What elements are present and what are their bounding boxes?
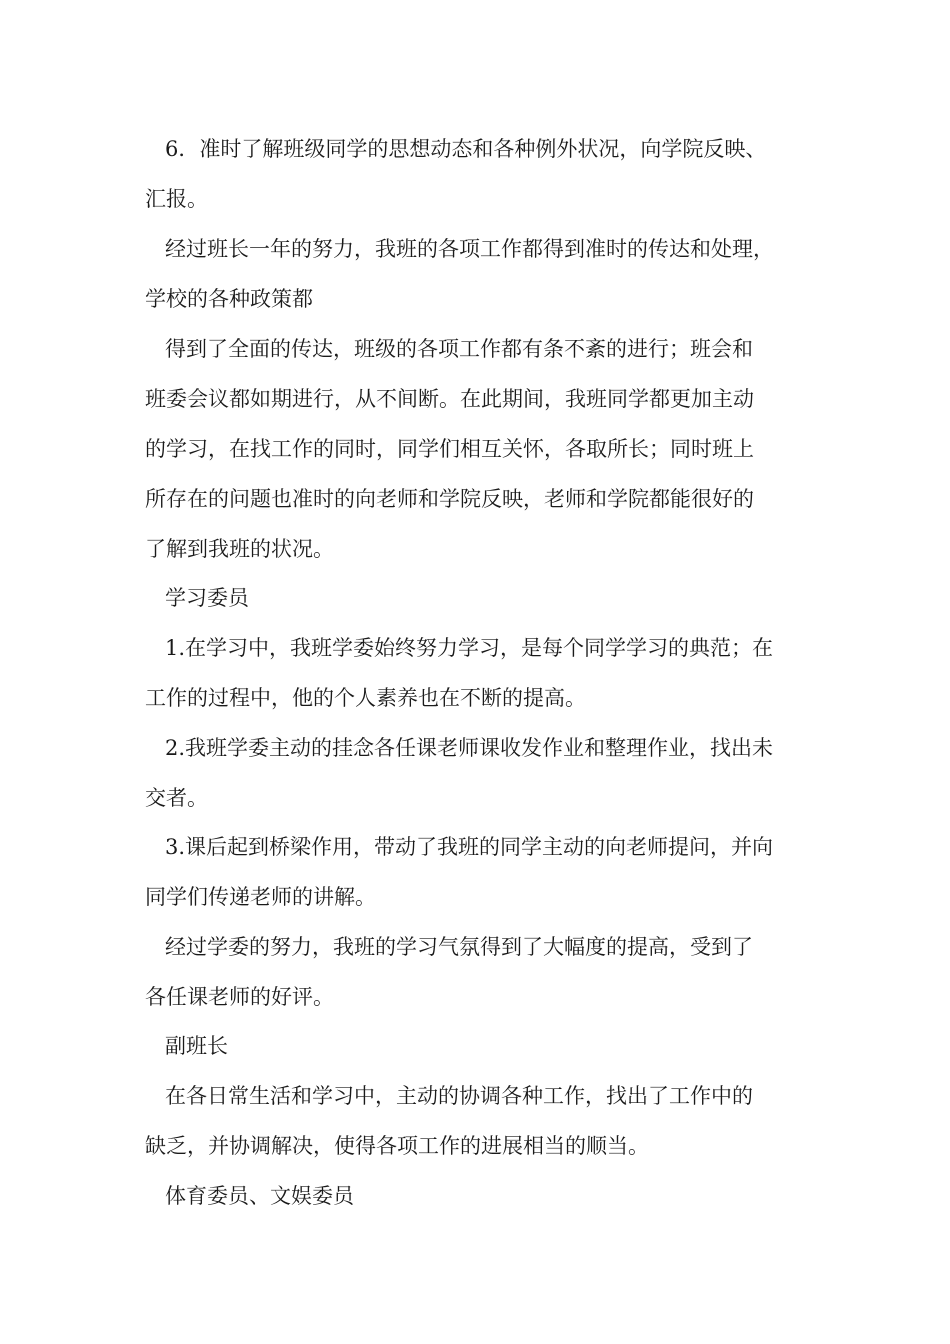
paragraph-line: 缺乏，并协调解决，使得各项工作的进展相当的顺当。 bbox=[145, 1134, 649, 1158]
paragraph-line: 3.课后起到桥梁作用，带动了我班的同学主动的向老师提问，并向 bbox=[165, 835, 774, 859]
paragraph-line: 6．准时了解班级同学的思想动态和各种例外状况，向学院反映、 bbox=[165, 137, 767, 161]
paragraph-line: 各任课老师的好评。 bbox=[145, 985, 334, 1009]
section-heading: 学习委员 bbox=[165, 586, 249, 610]
paragraph-line: 汇报。 bbox=[145, 187, 208, 211]
paragraph-line: 班委会议都如期进行，从不间断。在此期间，我班同学都更加主动 bbox=[145, 387, 754, 411]
paragraph-line: 工作的过程中，他的个人素养也在不断的提高。 bbox=[145, 686, 586, 710]
paragraph-line: 1.在学习中，我班学委始终努力学习，是每个同学学习的典范；在 bbox=[165, 636, 774, 660]
paragraph-line: 交者。 bbox=[145, 786, 208, 810]
paragraph-line: 的学习，在找工作的同时，同学们相互关怀，各取所长；同时班上 bbox=[145, 437, 754, 461]
section-heading: 体育委员、文娱委员 bbox=[165, 1184, 354, 1208]
section-heading: 副班长 bbox=[165, 1034, 228, 1058]
paragraph-line: 在各日常生活和学习中，主动的协调各种工作，找出了工作中的 bbox=[165, 1084, 753, 1108]
paragraph-line: 学校的各种政策都 bbox=[145, 287, 313, 311]
paragraph-line: 所存在的问题也准时的向老师和学院反映，老师和学院都能很好的 bbox=[145, 487, 754, 511]
paragraph-line: 得到了全面的传达，班级的各项工作都有条不紊的进行；班会和 bbox=[165, 337, 753, 361]
paragraph-line: 经过学委的努力，我班的学习气氛得到了大幅度的提高，受到了 bbox=[165, 935, 753, 959]
paragraph-line: 2.我班学委主动的挂念各任课老师课收发作业和整理作业，找出未 bbox=[165, 736, 774, 760]
paragraph-line: 经过班长一年的努力，我班的各项工作都得到准时的传达和处理， bbox=[165, 237, 774, 261]
paragraph-line: 同学们传递老师的讲解。 bbox=[145, 885, 376, 909]
paragraph-line: 了解到我班的状况。 bbox=[145, 537, 334, 561]
